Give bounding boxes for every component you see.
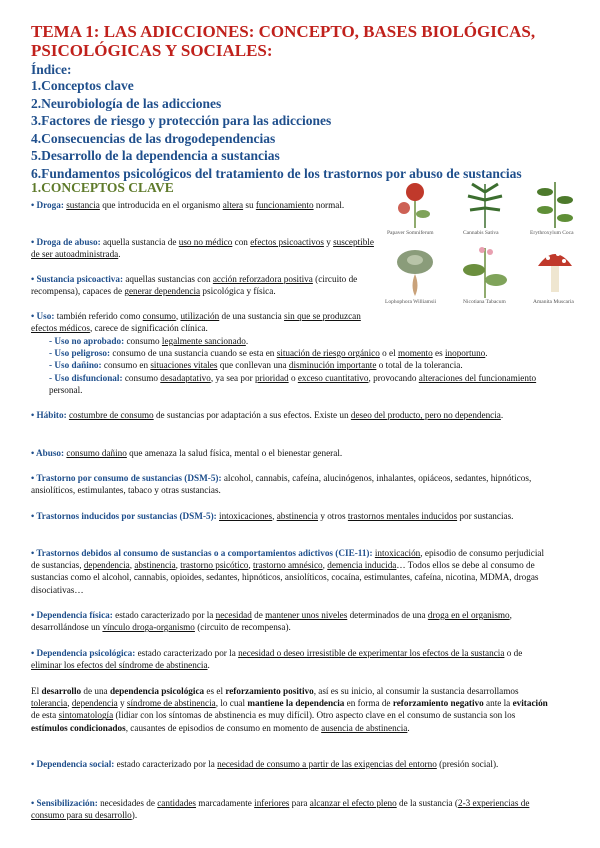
index-item: 2.Neurobiología de las adicciones: [31, 95, 222, 111]
index-item: 1.Conceptos clave: [31, 78, 134, 93]
term-label: • Sustancia psicoactiva:: [31, 274, 124, 284]
index-list: [31, 77, 522, 182]
peyote-icon: [390, 242, 450, 298]
def-dependencia-social: • Dependencia social: estado caracterizado por la necesidad de consumo a partir de las exigencias del entorno (presión social).: [31, 759, 499, 769]
plant-caption: Erythroxylum Coca: [530, 230, 574, 236]
def-habito: • Hábito: costumbre de consumo de sustancias por adaptación a sus efectos. Existe un deseo del producto, pero no dependencia.: [31, 410, 504, 420]
index-item: 6.Fundamentos psicológicos del tratamiento de los trastornos por abuso de sustancias: [31, 165, 522, 181]
def-uso-danino: - Uso dañino: consumo en situaciones vitales que conllevan una disminución importante o total de la tolerancia.: [49, 360, 463, 370]
term-label: - Uso dañino:: [49, 360, 102, 370]
term-label: • Sensibilización:: [31, 798, 98, 808]
term-label: - Uso peligroso:: [49, 348, 111, 358]
plant-caption: Amanita Muscaria: [533, 299, 574, 305]
term-label: - Uso no aprobado:: [49, 336, 125, 346]
def-abuso: • Abuso: consumo dañino que amenaza la salud física, mental o el bienestar general.: [31, 448, 343, 458]
plant-caption: Cannabis Sativa: [463, 230, 499, 236]
index-item: 3.Factores de riesgo y protección para las adicciones: [31, 113, 332, 128]
term-label: • Droga:: [31, 200, 64, 210]
plant-caption: Papaver Somniferum: [387, 230, 434, 236]
plant-caption: Lophophora Williamsii: [385, 299, 437, 305]
def-psicoactiva: • Sustancia psicoactiva: aquellas sustancias con acción reforzadora positiva (circuito de recompensa), capaces de generar dependencia psicológica y física.: [31, 274, 358, 297]
term-label: • Trastornos inducidos por sustancias (DSM-5):: [31, 511, 217, 521]
def-uso-peligroso: - Uso peligroso: consumo de una sustancia cuando se esta en situación de riesgo orgánico o el momento es inoportuno.: [49, 348, 488, 358]
def-sensibilizacion: • Sensibilización: necesidades de cantidades marcadamente inferiores para alcanzar el efecto pleno de la sustancia (2-3 experiencias de consumo para su desarrollo).: [31, 798, 530, 821]
plant-caption: Nicotiana Tabacum: [463, 299, 506, 305]
page-title: TEMA 1: LAS ADICCIONES: CONCEPTO, BASES BIOLÓGICAS, PSICOLÓGICAS Y SOCIALES:: [31, 22, 536, 60]
index-heading: Índice:: [31, 62, 72, 77]
term-label: • Abuso:: [31, 448, 65, 458]
def-dependencia-fisica: • Dependencia física: estado caracterizado por la necesidad de mantener unos niveles determinados de una droga en el organismo, desarrollándose un vínculo droga-organismo (circuito de recompensa).: [31, 610, 512, 633]
cannabis-icon: [460, 178, 520, 228]
def-droga-abuso: • Droga de abuso: aquella sustancia de uso no médico con efectos psicoactivos y susceptible de ser autoadministrada.: [31, 237, 374, 260]
def-uso-disfuncional: - Uso disfuncional: consumo desadaptativo, ya sea por prioridad o exceso cuantitativo, provocando alteraciones del funcionamiento personal.: [49, 373, 537, 396]
def-trastorno-consumo: • Trastorno por consumo de sustancias (DSM-5): alcohol, cannabis, cafeína, alucinógenos, inhalantes, opiáceos, sedantes, hipnóticos, ansiolíticos, estimulantes, tabaco y otras sustancias.: [31, 473, 532, 496]
term-label: • Dependencia psicológica:: [31, 648, 136, 658]
term-label: • Droga de abuso:: [31, 237, 101, 247]
term-label: • Uso:: [31, 311, 55, 321]
index-item: 5.Desarrollo de la dependencia a sustancias: [31, 148, 280, 163]
index-item: 4.Consecuencias de las drogodependencias: [31, 130, 276, 146]
def-trastornos-inducidos: • Trastornos inducidos por sustancias (DSM-5): intoxicaciones, abstinencia y otros trastornos mentales inducidos por sustancias.: [31, 511, 514, 521]
tobacco-icon: [460, 242, 520, 298]
plant-illustrations: [385, 178, 585, 318]
term-label: • Hábito:: [31, 410, 67, 420]
poppy-icon: [390, 178, 450, 228]
term-label: • Dependencia social:: [31, 759, 115, 769]
def-dependencia-psicologica: • Dependencia psicológica: estado caracterizado por la necesidad o deseo irresistible de experimentar los efectos de la sustancia o de eliminar los efectos del síndrome de abstinencia.: [31, 648, 523, 671]
def-droga: • Droga: sustancia que introducida en el organismo altera su funcionamiento normal.: [31, 200, 345, 210]
desarrollo-paragraph: El desarrollo de una dependencia psicológica es el reforzamiento positivo, así es su inicio, al consumir la sustancia desarrollamos tolerancia, dependencia y síndrome de abstinencia, lo cual mantiene la dependencia en forma de reforzamiento negativo ante la evitación de esta sintomatología (lidiar con los síntomas de abstinencia es muy difícil). Otro aspecto clave en el consumo de sustancia son los estímulos condicionados, causantes de episodios de consumo en momento de ausencia de abstinencia.: [31, 686, 548, 733]
term-label: • Trastorno por consumo de sustancias (DSM-5):: [31, 473, 222, 483]
term-label: • Dependencia física:: [31, 610, 113, 620]
def-uso-no-aprobado: - Uso no aprobado: consumo legalmente sancionado.: [49, 336, 249, 346]
coca-icon: [530, 178, 590, 228]
def-cie11: • Trastornos debidos al consumo de sustancias o a comportamientos adictivos (CIE-11): intoxicación, episodio de consumo perjudicial de sustancias, dependencia, abstinencia, trastorno psicótico, trastorno amnésico, demencia inducida… Todos ellos se debe al consumo de sustancias como el alcohol, cannabis, opioides, sedantes, hipnóticos, ansiolíticos, cocaína, estimulantes, cafeína, nicotina, MDMA, drogas disociativas…: [31, 548, 545, 595]
mushroom-icon: [530, 242, 590, 298]
term-label: • Trastornos debidos al consumo de sustancias o a comportamientos adictivos (CIE-11):: [31, 548, 373, 558]
section-title: 1.CONCEPTOS CLAVE: [31, 180, 174, 195]
term-label: - Uso disfuncional:: [49, 373, 123, 383]
def-uso: • Uso: también referido como consumo, utilización de una sustancia sin que se produzcan efectos médicos, carece de significación clínica.: [31, 311, 361, 334]
